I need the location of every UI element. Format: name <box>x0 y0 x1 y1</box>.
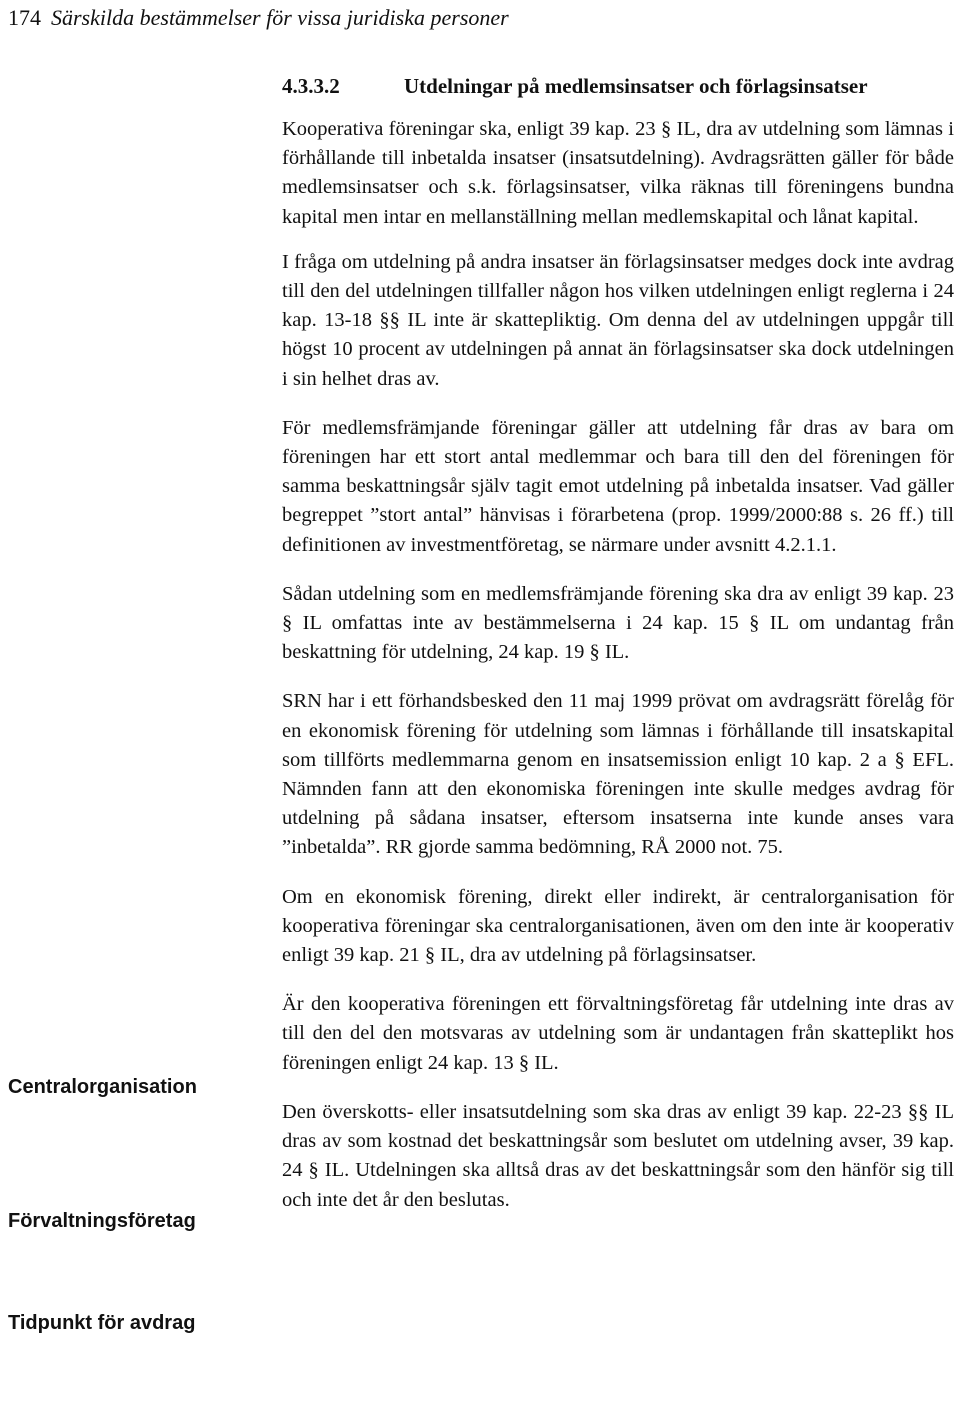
paragraph: I fråga om utdelning på andra insatser än förlagsinsatser medges dock inte avdrag till den del utdelningen tillfaller någon hos vilken utdelningen enligt reglerna i 24 kap. 13-18 §§ IL inte är skattepliktig. Om denna del av utdelningen uppgår till högst 10 procent av utdelningen på annat än förlagsinsatser ska dock utdelningen i sin helhet dras av. <box>282 250 954 390</box>
paragraph: SRN har i ett förhandsbesked den 11 maj 1999 prövat om avdragsrätt förelåg för en ekonomisk förening för utdelning som lämnas i förhållande till insatskapital som tillförts medlemmarna genom en insatsemission enligt 10 kap. 2 a § EFL. Nämnden fann att den ekonomiska föreningen inte skulle medges avdrag för utdelning på sådana insatser, eftersom insatserna inte kunde anses vara ”inbetalda”. RR gjorde samma bedömning, RÅ 2000 not. 75. <box>282 690 954 859</box>
paragraph: Sådan utdelning som en medlemsfrämjande förening ska dra av enligt 39 kap. 23 § IL omfattas inte av bestämmelserna i 24 kap. 15 § IL om undantag från beskattning för utdelning, 24 kap. 19 § IL. <box>282 582 954 664</box>
margin-note-forvaltningsforetag: Förvaltningsföretag <box>8 1210 196 1232</box>
running-title: Särskilda bestämmelser för vissa juridiska personer <box>51 5 509 30</box>
paragraph: Kooperativa föreningar ska, enligt 39 kap. 23 § IL, dra av utdelning som lämnas i förhållande till inbetalda insatser (insatsutdelning). Avdragsrätten gäller för både medlemsinsatser och s.k. förlagsinsatser, vilka räknas till föreningens bundna kapital men intar en mellanställning mellan medlemskapital och lånat kapital. <box>282 118 954 228</box>
margin-note-tidpunkt: Tidpunkt för avdrag <box>8 1312 196 1334</box>
paragraph: För medlemsfrämjande föreningar gäller att utdelning får dras av bara om föreningen har ett stort antal medlemmar och bara till den del föreningen för samma beskattningsår själv tagit emot utdelning på inbetalda insatser. Vad gäller begreppet ”stort antal” hänvisas i förarbetena (prop. 1999/2000:88 s. 26 ff.) till definitionen av investmentföretag, se närmare under avsnitt 4.2.1.1. <box>282 416 954 556</box>
paragraph-tidpunkt: Den överskotts- eller insatsutdelning som ska dras av enligt 39 kap. 22-23 §§ IL dras av som kostnad det beskattningsår som beslutet om utdelning avser, 39 kap. 24 § IL. Utdelningen ska alltså dras av det beskattningsår som den hänför sig till och inte det år den beslutas. <box>282 1100 954 1211</box>
main-text-column <box>282 72 954 1235</box>
section-heading <box>282 72 954 101</box>
paragraph-forvaltningsforetag: Är den kooperativa föreningen ett förvaltningsföretag får utdelning inte dras av till den del den motsvaras av utdelning som är undantagen från skatteplikt hos föreningen enligt 24 kap. 13 § IL. <box>282 993 954 1074</box>
section-title: Utdelningar på medlemsinsatser och förlagsinsatser <box>404 74 868 98</box>
margin-note-centralorganisation: Centralorganisation <box>8 1076 197 1098</box>
page-number: 174 <box>8 5 41 30</box>
section-number: 4.3.3.2 <box>282 74 340 98</box>
running-header <box>8 4 509 32</box>
paragraph-centralorganisation: Om en ekonomisk förening, direkt eller indirekt, är centralorganisation för kooperativa föreningar ska centralorganisationen, även om den inte är kooperativ enligt 39 kap. 21 § IL, dra av utdelning på förlagsinsatser. <box>282 885 954 967</box>
